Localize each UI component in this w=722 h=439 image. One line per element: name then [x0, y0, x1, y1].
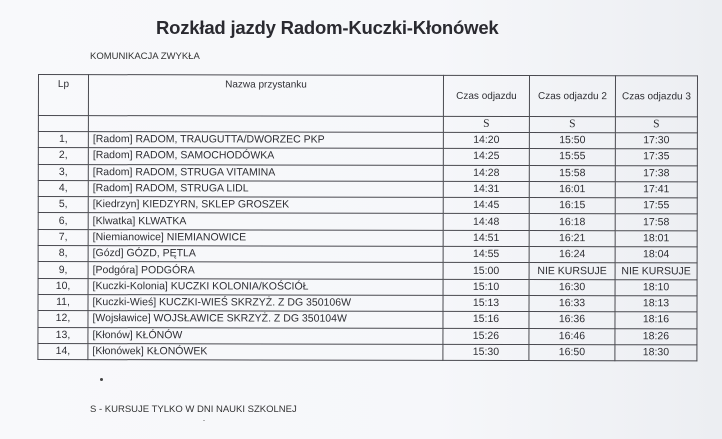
- departure-2: 16:15: [529, 198, 615, 214]
- stop-number: 10,: [38, 278, 88, 294]
- departure-3: 18:04: [615, 247, 697, 263]
- timetable-body: [38, 132, 697, 362]
- marker-lp: [38, 116, 88, 132]
- departure-1: 14:28: [443, 165, 529, 181]
- document-title: Rozkład jazdy Radom-Kuczki-Kłonówek: [156, 17, 499, 38]
- table-row: [38, 180, 697, 198]
- departure-1: 14:45: [443, 198, 529, 214]
- table-row: [38, 294, 697, 312]
- header-stop-name: Nazwa przystanku: [88, 75, 443, 117]
- stop-name: [Radom] RADOM, SAMOCHODÓWKA: [88, 148, 443, 165]
- table-row: [38, 229, 697, 247]
- stop-number: 14,: [38, 343, 88, 359]
- departure-2: 16:50: [529, 344, 615, 360]
- stop-name: [Klwatka] KLWATKA: [88, 213, 443, 230]
- stop-name: [Kuczki-Kolonia] KUCZKI KOLONIA/KOŚCIÓŁ: [88, 278, 443, 295]
- stop-name: [Kłonówek] KŁONÓWEK: [88, 343, 443, 360]
- departure-2: 16:36: [529, 312, 615, 328]
- stop-number: 2,: [38, 148, 88, 164]
- departure-1: 15:13: [443, 295, 529, 311]
- table-row: [38, 246, 697, 264]
- departure-3: 18:01: [615, 230, 697, 246]
- stop-number: 6,: [38, 213, 88, 229]
- marker-name: [88, 116, 443, 133]
- departure-1: 15:26: [443, 328, 529, 344]
- header-departure-1: Czas odjazdu: [443, 75, 529, 116]
- departure-3: 17:41: [615, 182, 697, 198]
- departure-2: 16:46: [529, 328, 615, 344]
- departure-3: 18:30: [615, 345, 697, 361]
- stop-number: 5,: [38, 197, 88, 213]
- departure-2: 16:33: [529, 295, 615, 311]
- departure-1: 14:48: [443, 214, 529, 230]
- departure-3: 17:58: [615, 214, 697, 230]
- marker-departure-2: S: [529, 117, 615, 133]
- stop-number: 12,: [38, 311, 88, 327]
- departure-3: 18:16: [615, 312, 697, 328]
- table-row: [38, 262, 697, 280]
- departure-1: 14:51: [443, 230, 529, 246]
- departure-2: 15:58: [529, 165, 615, 181]
- departure-1: 14:20: [443, 132, 529, 148]
- departure-1: 15:00: [443, 263, 529, 279]
- table-row: [38, 197, 697, 215]
- stop-name: [Podgóra] PODGÓRA: [88, 262, 443, 279]
- departure-2: 16:01: [529, 181, 615, 197]
- stop-number: 13,: [38, 327, 88, 343]
- departure-1: 14:31: [443, 181, 529, 197]
- stop-name: [Kłonów] KŁÓNÓW: [88, 327, 443, 344]
- departure-3: 17:38: [615, 165, 697, 181]
- stop-name: [Radom] RADOM, STRUGA LIDL: [88, 180, 443, 197]
- stop-name: [Wojsławice] WOJSŁAWICE SKRZYŻ. Z DG 350104W: [88, 311, 443, 328]
- scan-speck: [203, 420, 205, 421]
- departure-1: 15:16: [443, 312, 529, 328]
- document-subtitle: KOMUNIKACJA ZWYKŁA: [90, 51, 200, 62]
- school-day-marker-row: [38, 116, 697, 133]
- departure-1: 15:10: [443, 279, 529, 295]
- stop-number: 7,: [38, 229, 88, 245]
- header-lp: Lp: [38, 75, 88, 116]
- table-row: [38, 311, 697, 329]
- departure-2: 15:55: [529, 149, 615, 165]
- departure-1: 14:25: [443, 149, 529, 165]
- stop-name: [Kuczki-Wieś] KUCZKI-WIEŚ SKRZYŻ. Z DG 350106W: [88, 295, 443, 312]
- departure-2: 16:21: [529, 230, 615, 246]
- departure-2: 16:24: [529, 247, 615, 263]
- departure-3: 18:26: [615, 328, 697, 344]
- departure-1: 14:55: [443, 246, 529, 262]
- stop-number: 8,: [38, 246, 88, 262]
- header-departure-3: Czas odjazdu 3: [615, 76, 697, 117]
- departure-3: NIE KURSUJE: [615, 263, 697, 279]
- departure-3: 18:13: [615, 296, 697, 312]
- departure-3: 17:35: [615, 149, 697, 165]
- stop-number: 9,: [38, 262, 88, 278]
- stop-name: [Kiedrzyn] KIEDZYRN, SKLEP GROSZEK: [88, 197, 443, 214]
- departure-2: 16:30: [529, 279, 615, 295]
- table-row: [38, 327, 697, 345]
- table-row: [38, 213, 697, 231]
- table-row: [38, 278, 697, 296]
- departure-3: 18:10: [615, 279, 697, 295]
- table-row: [38, 164, 697, 182]
- stop-number: 11,: [38, 294, 88, 310]
- header-departure-2: Czas odjazdu 2: [529, 76, 615, 117]
- departure-3: 17:30: [615, 133, 697, 149]
- table-header-row: [38, 75, 697, 117]
- stop-name: [Niemianowice] NIEMIANOWICE: [88, 229, 443, 246]
- footnote: S - KURSUJE TYLKO W DNI NAUKI SZKOLNEJ: [90, 404, 297, 415]
- stop-number: 1,: [38, 132, 88, 148]
- stop-name: [Radom] RADOM, TRAUGUTTA/DWORZEC PKP: [88, 132, 443, 149]
- departure-2: 15:50: [529, 133, 615, 149]
- stop-number: 4,: [38, 180, 88, 196]
- departure-3: 17:55: [615, 198, 697, 214]
- timetable: [37, 74, 698, 362]
- departure-2: 16:18: [529, 214, 615, 230]
- stop-name: [Gózd] GÓZD, PĘTLA: [88, 246, 443, 263]
- marker-departure-3: S: [615, 117, 697, 133]
- scan-speck: [100, 378, 103, 381]
- marker-departure-1: S: [443, 116, 529, 132]
- stop-name: [Radom] RADOM, STRUGA VITAMINA: [88, 164, 443, 181]
- table-row: [38, 343, 697, 361]
- stop-number: 3,: [38, 164, 88, 180]
- departure-2: NIE KURSUJE: [529, 263, 615, 279]
- table-row: [38, 148, 697, 166]
- table-row: [38, 132, 697, 150]
- departure-1: 15:30: [443, 344, 529, 360]
